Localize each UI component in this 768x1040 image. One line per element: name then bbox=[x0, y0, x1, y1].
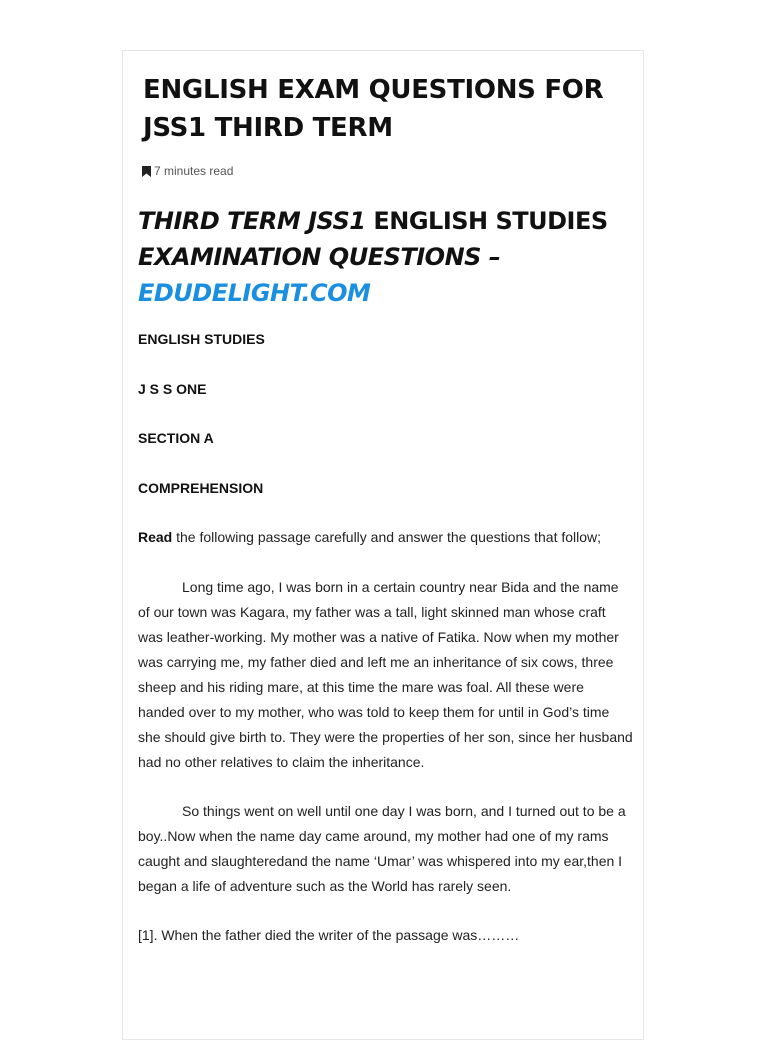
read-time: 7 minutes read bbox=[154, 164, 234, 178]
passage-text-2: So things went on well until one day I was born, and I turned out to be a boy..Now when the name day came around, my mother had one of my rams caught and slaughteredand the name ‘Umar’ was whispered into my ear,then I began a life of adventure such as the World has rarely seen. bbox=[138, 803, 626, 894]
question-1: [1]. When the father died the writer of the passage was……… bbox=[138, 926, 520, 943]
instruction-text: the following passage carefully and answer the questions that follow; bbox=[172, 529, 602, 545]
instruction-bold: Read bbox=[138, 529, 173, 545]
site-link[interactable]: EDUDELIGHT.COM bbox=[138, 279, 371, 307]
main-heading bbox=[138, 203, 633, 311]
bookmark-icon bbox=[142, 166, 151, 177]
passage-paragraph-2 bbox=[138, 799, 633, 899]
heading-italic-a: THIRD TERM JSS1 bbox=[138, 207, 366, 235]
article-content bbox=[138, 327, 633, 972]
read-time-meta bbox=[142, 164, 233, 178]
subject-label: ENGLISH STUDIES bbox=[138, 331, 265, 347]
post-title: ENGLISH EXAM QUESTIONS FOR JSS1 THIRD TERM bbox=[143, 75, 604, 143]
passage-paragraph-1 bbox=[138, 575, 633, 775]
heading-italic-b: EXAMINATION QUESTIONS – bbox=[138, 243, 501, 271]
instruction bbox=[138, 525, 633, 550]
article-card bbox=[122, 50, 644, 1040]
section-label: SECTION A bbox=[138, 430, 214, 446]
heading-plain: ENGLISH STUDIES bbox=[365, 207, 608, 235]
passage-text-1: Long time ago, I was born in a certain country near Bida and the name of our town was Kagara, my father was a tall, light skinned man whose craft was leather-working. My mother was a native of Fatika. Now when my mother was carrying me, my father died and left me an inheritance of six cows, three sheep and his riding mare, at this time the mare was foal. All these were handed over to my mother, who was told to keep them for until in God’s time she should give birth to. They were the properties of her son, since her husband had no other relatives to claim the inheritance. bbox=[138, 578, 633, 770]
class-label: J S S ONE bbox=[138, 380, 207, 397]
comprehension-label: COMPREHENSION bbox=[138, 479, 264, 496]
